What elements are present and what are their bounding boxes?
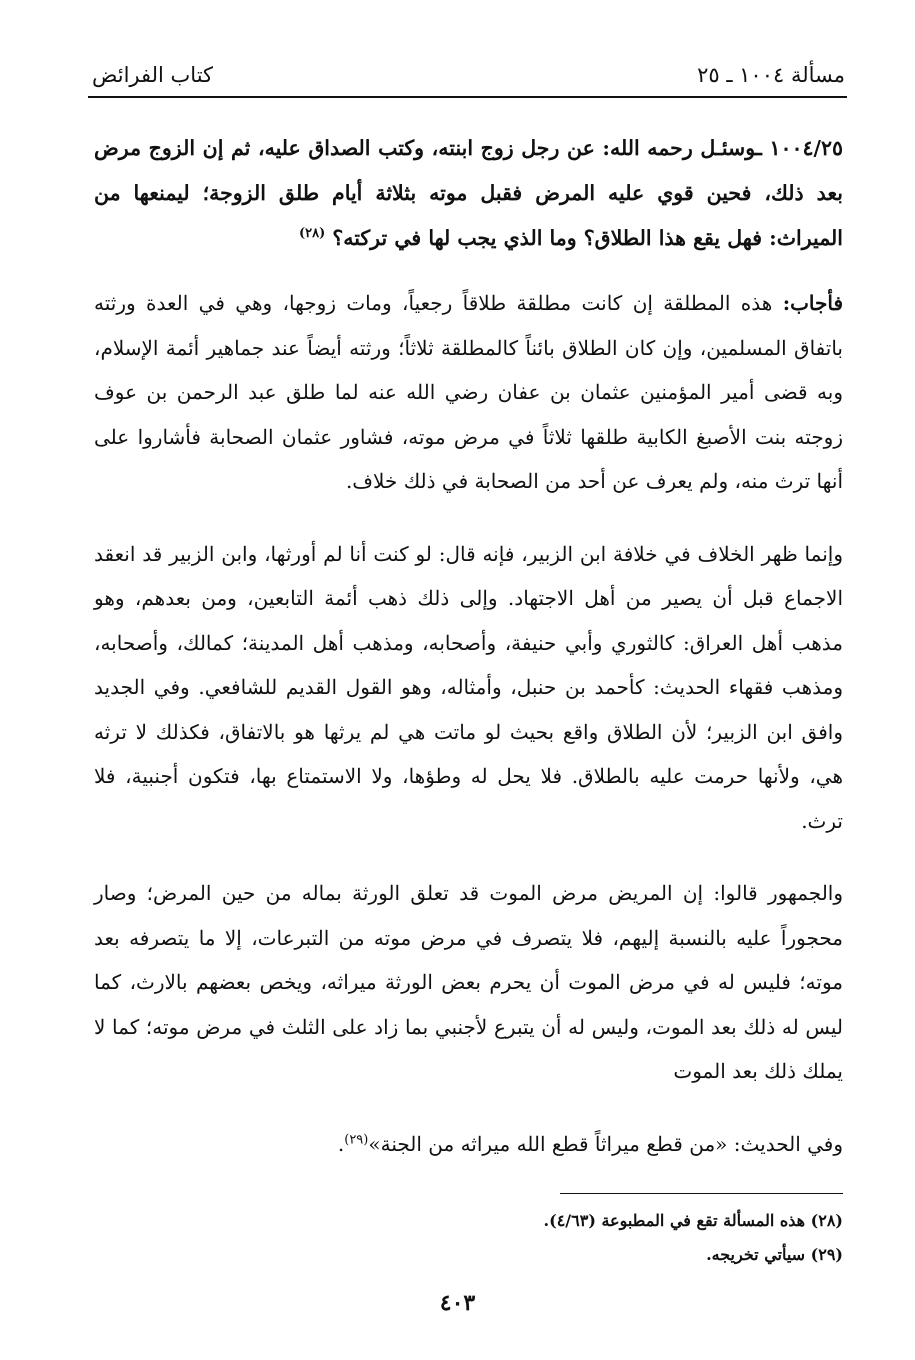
- running-header: [92, 58, 845, 92]
- footnote-ref-28: (٢٨): [298, 226, 326, 242]
- answer-text: هذه المطلقة إن كانت مطلقة طلاقاً رجعياً، ومات زوجها، وهي في العدة ورثته باتفاق المسلمين، وإن كان الطلاق بائناً كالمطلقة ثلاثاً؛ ورثته أيضاً عند جماهير أئمة الإسلام، وبه قضى أمير المؤمنين عثمان بن عفان رضي الله عنه لما طلق عبد الرحمن بن عوف زوجته بنت الأصبغ الكابية طلقها ثلاثاً في مرض موته، فشاور عثمان الصحابة فأشاروا على أنها ترث منه، ولم يعرف عن أحد من الصحابة في ذلك خلاف.: [94, 291, 844, 493]
- question-intro: ـوسئـل رحمه الله:: [602, 136, 762, 160]
- answer-lead: فأجاب:: [782, 291, 844, 315]
- question-number: ١٠٠٤/٢٥: [769, 136, 843, 160]
- footnotes: [300, 1204, 843, 1272]
- hadith-end: .: [337, 1131, 345, 1156]
- answer-paragraph: [94, 281, 843, 504]
- question-text: عن رجل زوج ابنته، وكتب الصداق عليه، ثم إن الزوج مرض بعد ذلك، فحين قوي عليه المرض فقبل موته بثلاثة أيام طلق الزوجة؛ ليمنعها من الميراث: فهل يقع هذا الطلاق؟ وما الذي يجب لها في تركته؟: [94, 136, 843, 250]
- book-title: كتاب الفرائض: [92, 63, 214, 87]
- issue-range: مسألة ١٠٠٤ ـ ٢٥: [697, 63, 845, 87]
- paragraph-hadith: [94, 1122, 843, 1167]
- page-number: ٤٠٣: [439, 1290, 476, 1316]
- paragraph-majority: والجمهور قالوا: إن المريض مرض الموت قد تعلق الورثة بماله من حين المرض؛ وصار محجوراً عليه بالنسبة إليهم، فلا يتصرف في مرض موته من التبرعات، إلا ما يتصرفه بعد موته؛ فليس له في مرض الموت أن يحرم بعض الورثة ميراثه، ويخص بعضهم بالارث، كما ليس له ذلك بعد الموت، وليس له أن يتبرع لأجنبي بما زاد على الثلث في مرض موته؛ كما لا يملك ذلك بعد الموت: [94, 881, 843, 1083]
- question-paragraph: [94, 126, 843, 261]
- footnote-ref-29: (٢٩): [344, 1131, 369, 1147]
- footnote-29: (٢٩) سيأتي تخريجه.: [706, 1245, 843, 1264]
- header-divider: [88, 96, 847, 98]
- hadith-text: وفي الحديث: «من قطع ميراثاً قطع الله ميراثه من الجنة»: [368, 1131, 843, 1156]
- footnote-28: (٢٨) هذه المسألة تقع في المطبوعة (٤/٦٣).: [543, 1211, 843, 1230]
- paragraph-disagreement: وإنما ظهر الخلاف في خلافة ابن الزبير، فإنه قال: لو كنت أنا لم أورثها، وابن الزبير قد انعقد الاجماع قبل أن يصير من أهل الاجتهاد. وإلى ذلك ذهب أئمة التابعين، ومن بعدهم، وهو مذهب أهل العراق: كالثوري وأبي حنيفة، وأصحابه، ومذهب أهل المدينة؛ كمالك، وأصحابه، ومذهب فقهاء الحديث: كأحمد بن حنبل، وأمثاله، وهو القول القديم للشافعي. وفي الجديد وافق ابن الزبير؛ لأن الطلاق واقع بحيث لو ماتت هي لم يرثها هو بالاتفاق، فكذلك لا ترثه هي، ولأنها حرمت عليه بالطلاق. فلا يحل له وطؤها، ولا الاستمتاع بها، فتكون أجنبية، فلا ترث.: [94, 541, 843, 833]
- footnote-divider: [560, 1193, 843, 1194]
- main-text: [94, 126, 843, 1166]
